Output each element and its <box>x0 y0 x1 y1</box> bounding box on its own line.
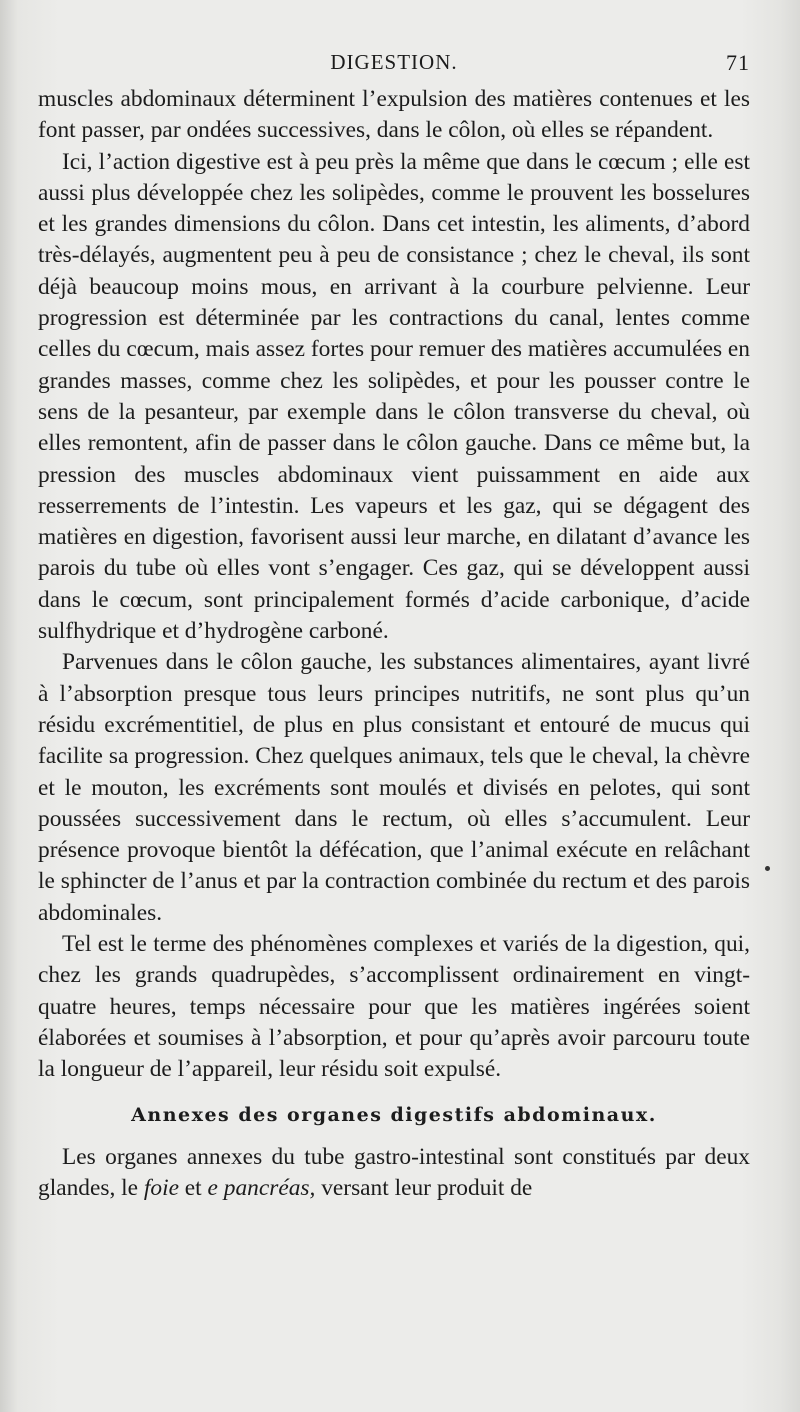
page-number: 71 <box>726 50 750 75</box>
paragraph-terme-digestion: Tel est le terme des phénomènes complexes et variés de la digestion, qui, chez les grands quadrupèdes, s’accomplissent ordinairement en vingt-quatre heures, temps nécessaire pour que les matières ingérées soient élaborées et soumises à l’absorption, et pour qu’après avoir parcouru toute la longueur de l’appareil, leur résidu soit expulsé. <box>38 931 750 1083</box>
annexes-text-between: et <box>178 1174 208 1201</box>
term-pancreas: e pancréas, <box>207 1174 316 1201</box>
running-head: DIGESTION. <box>330 50 458 74</box>
term-foie: foie <box>143 1174 179 1201</box>
page-header <box>38 44 750 84</box>
annexes-text-after: versant leur produit de <box>315 1174 533 1201</box>
page-body <box>38 84 750 1204</box>
paragraph-colon-digestion: Ici, l’action digestive est à peu près la même que dans le cœcum ; elle est aussi plus développée chez les solipèdes, comme le prouvent les bosselures et les grandes dimensions du côlon. Dans cet intestin, les aliments, d’abord très-délayés, augmentent peu à peu de consistance ; chez le cheval, ils sont déjà beaucoup moins mous, en arrivant à la courbure pelvienne. Leur progression est déterminée par les contractions du canal, lentes comme celles du cœcum, mais assez fortes pour remuer des matières accumulées en grandes masses, comme chez les solipèdes, et pour les pousser contre le sens de la pesanteur, par exemple dans le côlon transverse du cheval, où elles remontent, afin de passer dans le côlon gauche. Dans ce même but, la pression des muscles abdominaux vient puissamment en aide aux resserrements de l’intestin. Les vapeurs et les gaz, qui se dégagent des matières en digestion, favorisent aussi leur marche, en dilatant d’avance les parois du tube où elles vont s’engager. Ces gaz, qui se développent aussi dans le cœcum, sont principalement formés d’acide carbonique, d’acide sulfhydrique et d’hydrogène carboné. <box>38 148 750 645</box>
paragraph-colon-gauche: Parvenues dans le côlon gauche, les substances alimentaires, ayant livré à l’absorption presque tous leurs principes nutritifs, ne sont plus qu’un résidu excrémentitiel, de plus en plus consistant et entouré de mucus qui facilite sa progression. Chez quelques animaux, tels que le cheval, la chèvre et le mouton, les excréments sont moulés et divisés en pelotes, qui sont poussées successivement dans le rectum, où elles s’accumulent. Leur présence provoque bientôt la défécation, que l’animal exécute en relâchant le sphincter de l’anus et par la contraction combinée du rectum et des parois abdominales. <box>38 649 750 926</box>
paragraph-continuation: muscles abdominaux déterminent l’expulsion des matières contenues et les font passer, par ondées successives, dans le côlon, où elles se répandent. <box>38 86 750 144</box>
annexes-text-before: Les organes annexes du tube gastro-intestinal sont constitués par deux glandes, le <box>38 1143 750 1201</box>
paragraph-annexes <box>38 1142 750 1205</box>
ink-speck <box>765 866 770 871</box>
section-heading: Annexes des organes digestifs abdominaux. <box>131 1103 657 1126</box>
